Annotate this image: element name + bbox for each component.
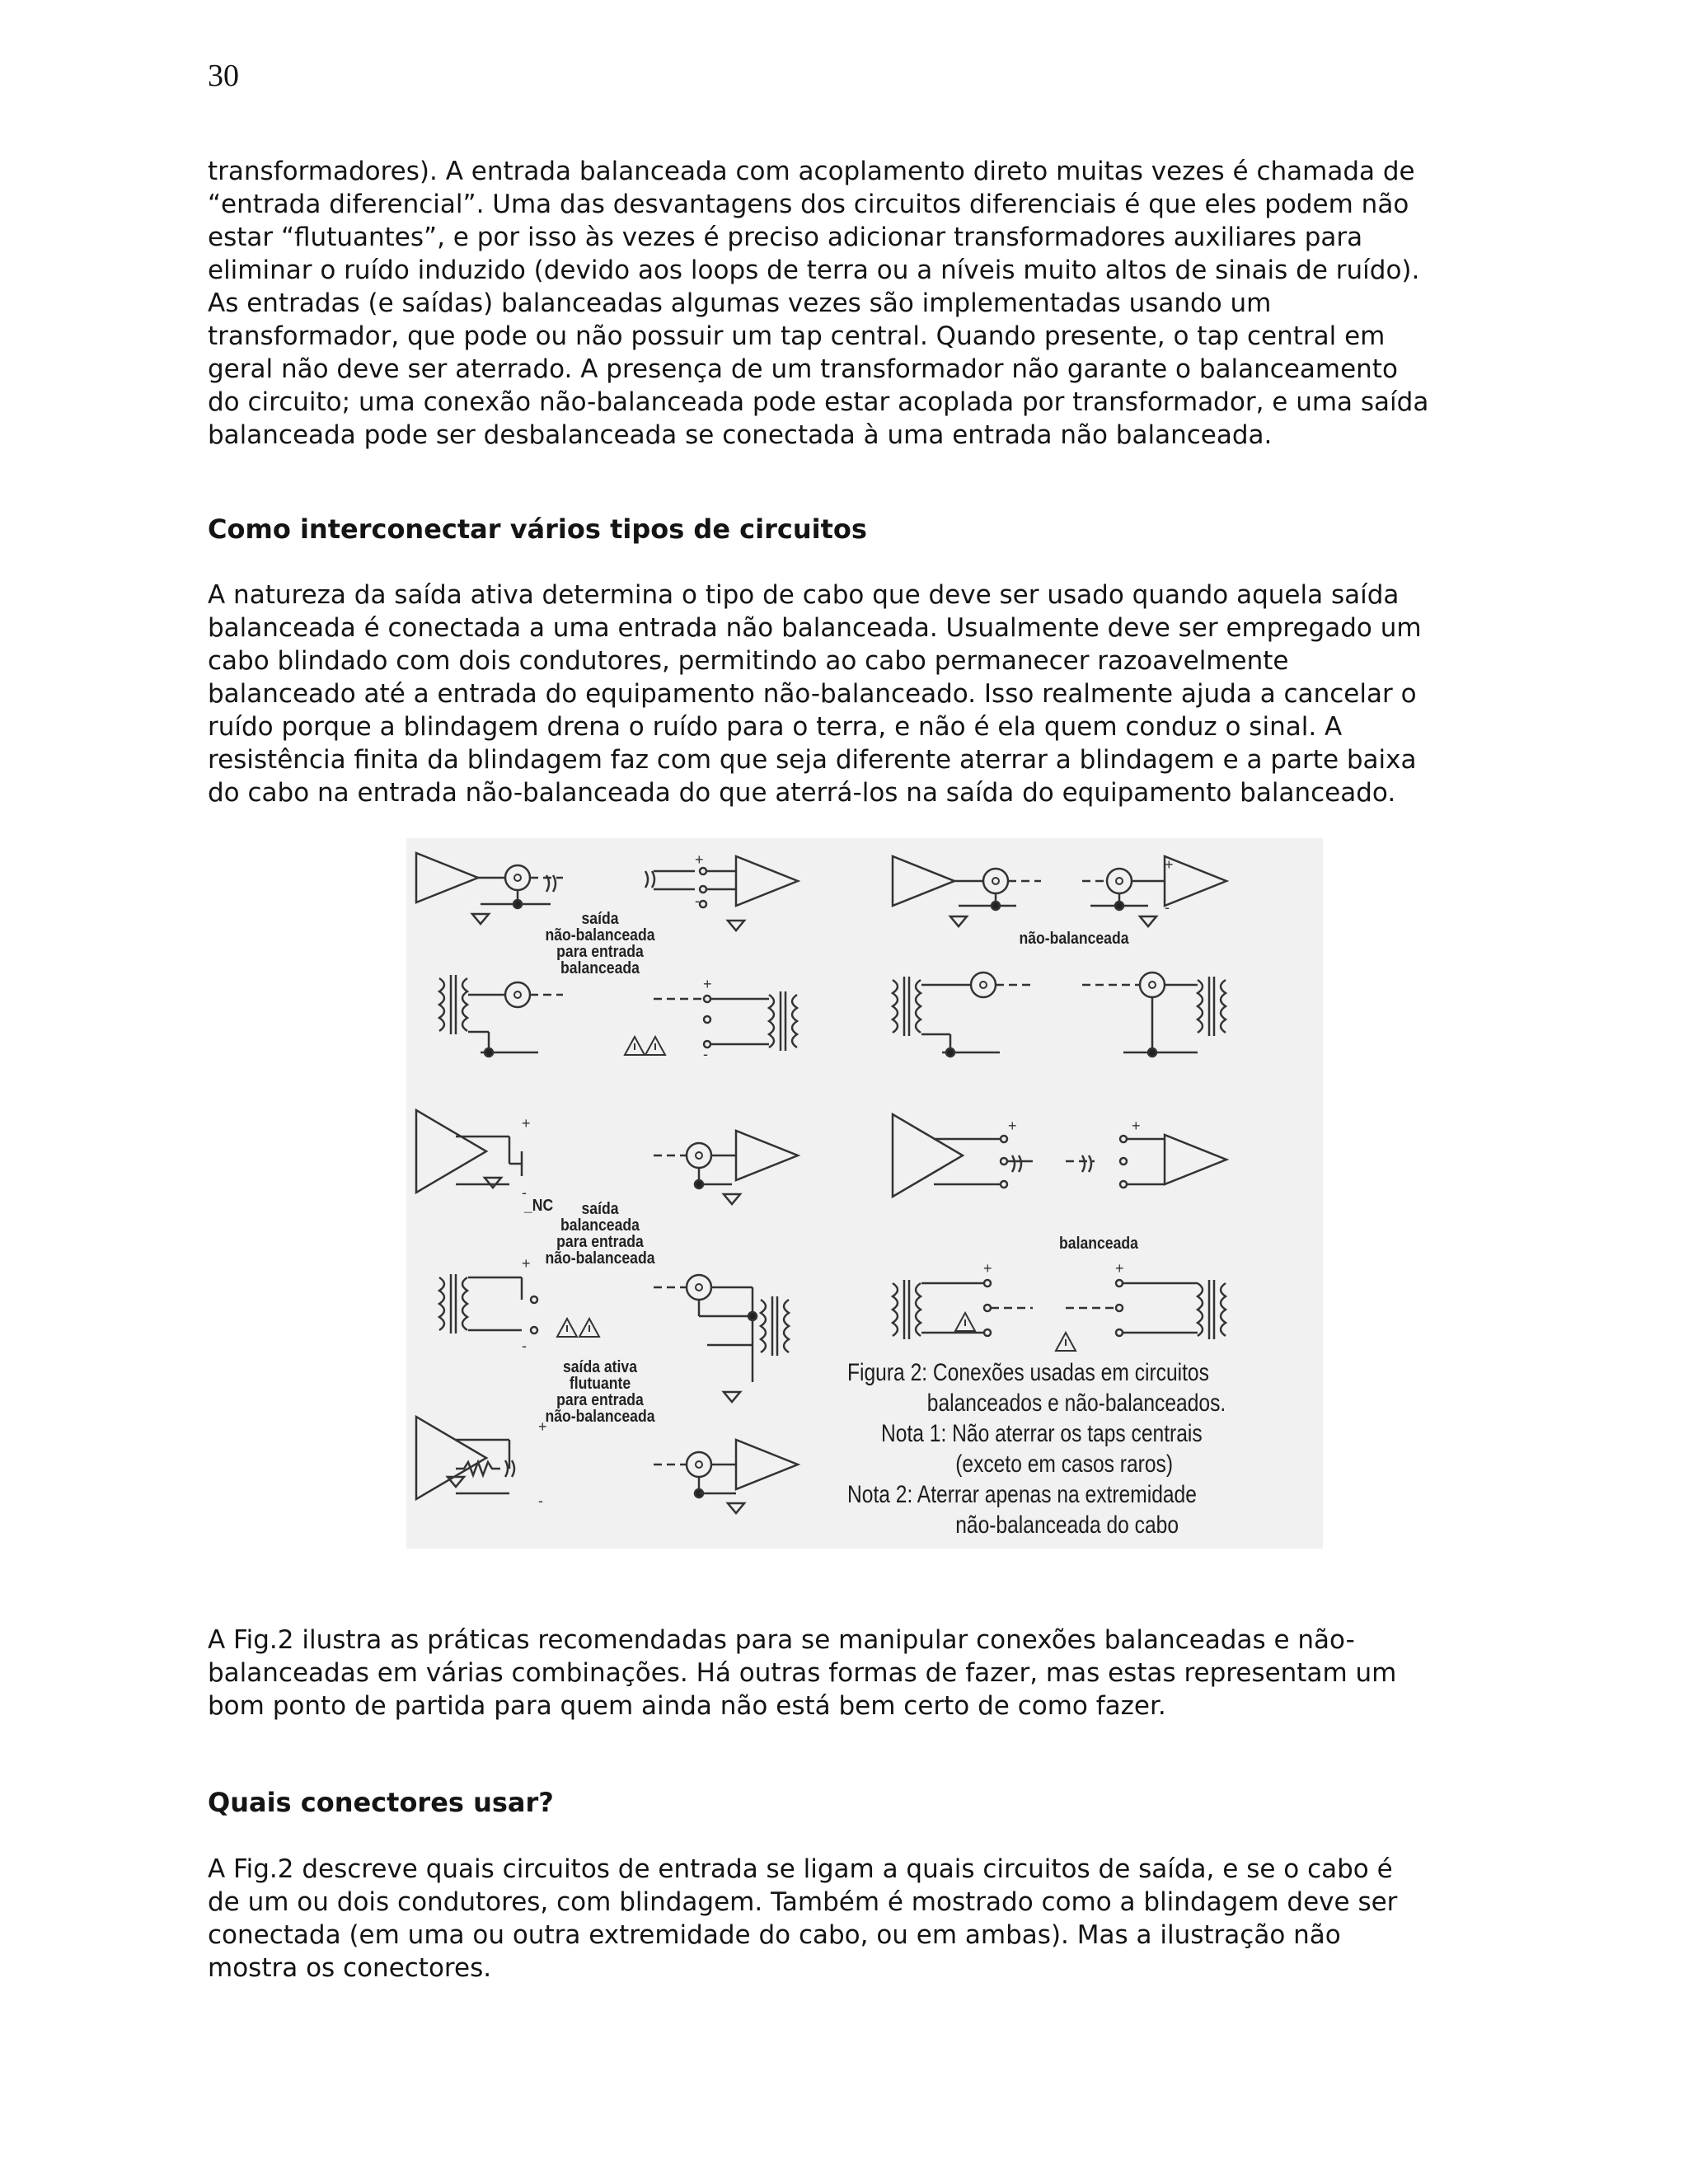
svg-text:-: - [1165, 899, 1170, 916]
section-heading-connectors: Quais conectores usar? [208, 1787, 554, 1818]
paragraph-active-output: A natureza da saída ativa determina o tipo de cabo que deve ser usado quando aquela saída balanceada é conectada a uma entrada não balanceada. Usualmente deve ser empregado um cabo blindado com dois condutores, permitindo ao cabo permanecer razoavelmente balanceado até a entrada do equipamento não-balanceado. Isso realmente ajuda a cancelar o ruído porque a blindagem drena o ruído para o terra, e não é ela quem conduz o sinal. A resistência finita da blindagem faz com que seja diferente aterrar a blindagem e a parte baixa do cabo na entrada não-balanceada do que aterrá-los na saída do equipamento balanceado. [208, 580, 1422, 808]
label-balanced: balanceada [1059, 1235, 1138, 1253]
label-unbalanced-to-balanced: saída não-balanceada para entrada balanceada [545, 910, 655, 977]
label-unbalanced: não-balanceada [1019, 930, 1129, 948]
label-nc: _NC [524, 1197, 554, 1215]
svg-text:-: - [522, 1184, 527, 1201]
figure-caption [847, 1357, 1226, 1540]
svg-text:+: + [1008, 1118, 1017, 1134]
svg-text:+: + [1132, 1118, 1141, 1134]
svg-text:+: + [1115, 1260, 1124, 1277]
paragraph-connectors: A Fig.2 descreve quais circuitos de entrada se ligam a quais circuitos de saída, e se o cabo é de um ou dois condutores, com blindagem. Também é mostrado como a blindagem deve ser conectada (em uma ou outra extremidade do cabo, ou em ambas). Mas a ilustração não mostra os conectores. [208, 1854, 1398, 1983]
label-balanced-to-unbalanced: saída balanceada para entrada não-balanceada [545, 1200, 655, 1268]
svg-text:-: - [703, 1046, 708, 1062]
svg-text:+: + [695, 851, 704, 868]
svg-text:+: + [1165, 856, 1174, 873]
caption-line-4: (exceto em casos raros) [955, 1451, 1174, 1478]
paragraph-balanced-inputs: transformadores). A entrada balanceada com acoplamento direto muitas vezes é chamada de “entrada diferencial”. Uma das desvantagens dos circuitos diferenciais é que eles podem não estar “flutuantes”, e por isso às vezes é preciso adicionar transformadores auxiliares para eliminar o ruído induzido (devido aos loops de terra ou a níveis muito altos de sinais de ruído). As entradas (e saídas) balanceadas algumas vezes são implementadas usando um transformador, que pode ou não possuir um tap central. Quando presente, o tap central em geral não deve ser aterrado. A presença de um transformador não garante o balanceamento do circuito; uma conexão não-balanceada pode estar acoplada por transformador, e uma saída balanceada pode ser desbalanceada se conectada à uma entrada não balanceada. [208, 157, 1429, 450]
label-floating-output: saída ativa flutuante para entrada não-balanceada [545, 1358, 655, 1426]
caption-line-5: Nota 2: Aterrar apenas na extremidade [847, 1481, 1197, 1508]
svg-text:+: + [538, 1418, 547, 1435]
figure-2-connection-diagram [406, 838, 1323, 1549]
section-heading-interconnect: Como interconectar vários tipos de circuitos [208, 513, 867, 545]
svg-text:-: - [695, 893, 700, 909]
svg-text:+: + [522, 1255, 531, 1272]
svg-text:+: + [522, 1115, 531, 1132]
paragraph-figure-description: A Fig.2 ilustra as práticas recomendadas para se manipular conexões balanceadas e não- balanceadas em várias combinações. Há outras formas de fazer, mas estas representam um bom ponto de partida para quem ainda não está bem certo de como fazer. [208, 1625, 1397, 1721]
svg-text:+: + [703, 976, 712, 992]
svg-text:-: - [522, 1338, 527, 1354]
caption-line-1: Figura 2: Conexões usadas em circuitos [847, 1359, 1209, 1386]
caption-line-3: Nota 1: Não aterrar os taps centrais [881, 1420, 1203, 1447]
caption-line-2: balanceados e não-balanceados. [926, 1390, 1226, 1417]
svg-text:+: + [983, 1260, 992, 1277]
page-number: 30 [208, 59, 239, 93]
svg-text:-: - [538, 1493, 543, 1509]
caption-line-6: não-balanceada do cabo [955, 1511, 1179, 1539]
